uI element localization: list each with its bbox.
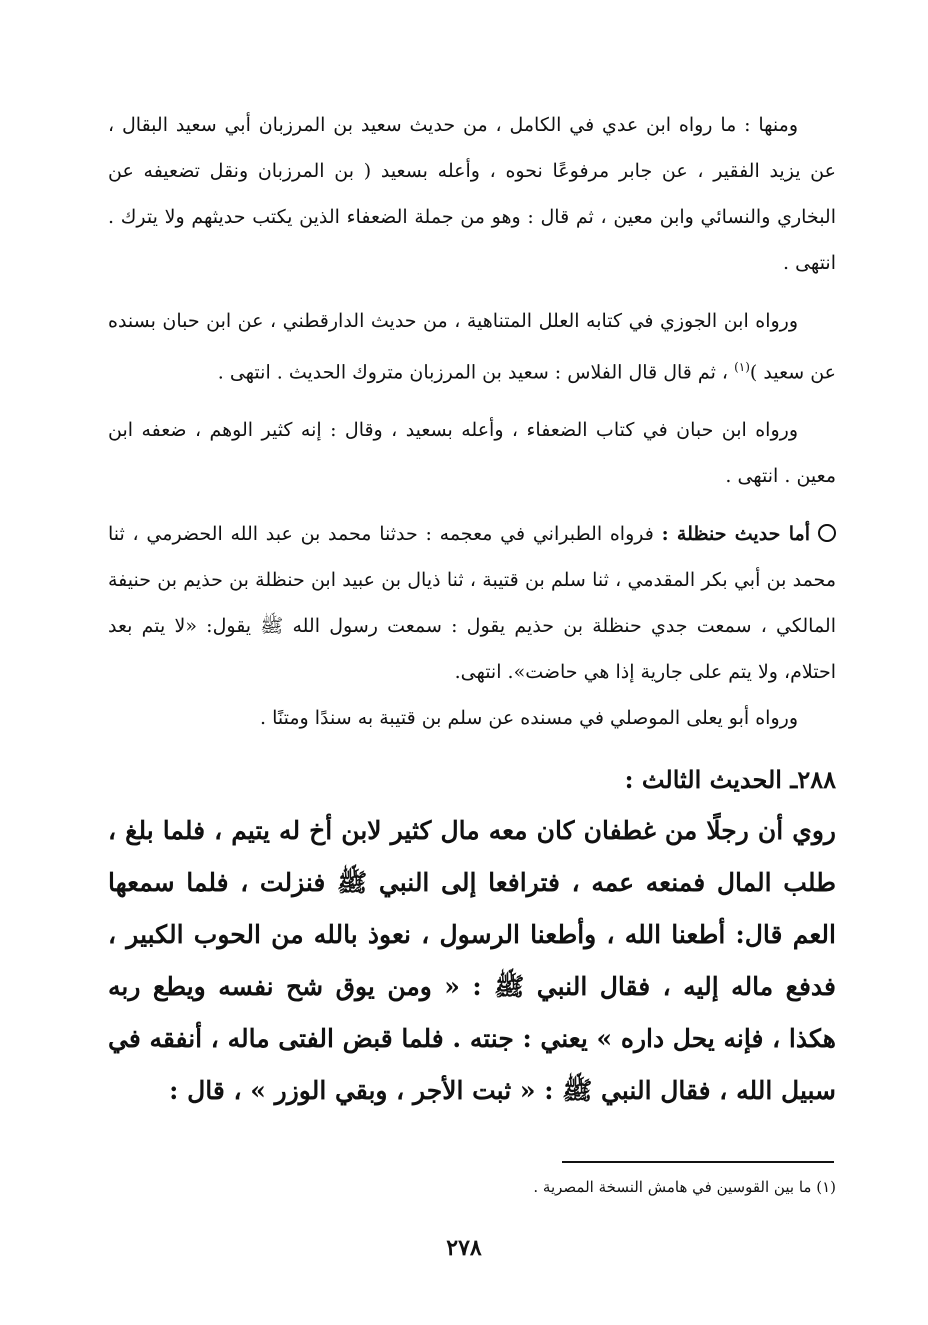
paragraph-abu-yala — [108, 695, 836, 741]
footnote-reference: (١) — [734, 360, 750, 374]
paragraph-ibn-al-jawzi — [108, 298, 836, 395]
main-text — [108, 102, 836, 1117]
footnote-text: ما بين القوسين في هامش النسخة المصرية . — [533, 1178, 812, 1196]
footnote — [108, 1175, 836, 1199]
footnote-divider — [562, 1161, 834, 1163]
paragraph-gap — [108, 286, 836, 298]
section-gap — [108, 741, 836, 755]
paragraph-gap — [108, 395, 836, 407]
paragraph-text: ورواه أبو يعلى الموصلي في مسنده عن سلم بن قتيبة به سندًا ومتنًا . — [260, 707, 798, 730]
paragraph-ibn-hibban — [108, 407, 836, 499]
paragraph-gap — [108, 499, 836, 511]
paragraph-text: ورواه ابن الجوزي في كتابه العلل المتناهية ، من حديث الدارقطني ، عن ابن حبان بسنده عن سعيد ) — [108, 310, 836, 384]
section-lead: أما حديث حنظلة : — [661, 523, 810, 546]
paragraph-text: فرواه الطبراني في معجمه : حدثنا محمد بن عبد الله الحضرمي ، ثنا محمد بن أبي بكر المقدمي ، ثنا سلم بن قتيبة ، ثنا ذيال بن عبيد ابن حنظلة بن حذيم بن حنيفة المالكي ، سمعت جدي حنظلة بن حذيم يقول : سمعت رسول الله ﷺ يقول: «لا يتم بعد احتلام، ولا يتم على جارية إذا هي حاضت». انتهى. — [108, 523, 836, 684]
paragraph-text-continued: ، ثم قال قال الفلاس : سعيد بن المرزبان متروك الحديث . انتهى . — [217, 361, 735, 384]
hadith-body: روي أن رجلًا من غطفان كان معه مال كثير لابن أخ له يتيم ، فلما بلغ ، طلب المال فمنعه عمه ، فترافعا إلى النبي ﷺ فنزلت ، فلما سمعها العم قال: أطعنا الله ، وأطعنا الرسول ، نعوذ بالله من الحوب الكبير ، فدفع ماله إليه ، فقال النبي ﷺ : « ومن يوق شح نفسه ويطع ربه هكذا ، فإنه يحل داره » يعني : جنته . فلما قبض الفتى ماله ، أنفقه في سبيل الله ، فقال النبي ﷺ : « ثبت الأجر ، وبقي الوزر » ، قال : — [108, 816, 836, 1106]
hadith-text — [108, 805, 836, 1117]
paragraph-ibn-adi — [108, 102, 836, 286]
paragraph-text: ومنها : ما رواه ابن عدي في الكامل ، من حديث سعيد بن المرزبان أبي سعيد البقال ، عن يزيد الفقير ، عن جابر مرفوعًا نحوه ، وأعله بسعيد ( بن المرزبان ونقل تضعيفه عن البخاري والنسائي وابن معين ، ثم قال : وهو من جملة الضعفاء الذين يكتب حديثهم ولا يترك . انتهى . — [108, 114, 836, 274]
page-number: ٢٧٨ — [446, 1235, 482, 1261]
footnote-marker: (١) — [816, 1178, 836, 1196]
paragraph-text: ورواه ابن حبان في كتاب الضعفاء ، وأعله بسعيد ، وقال : إنه كثير الوهم ، ضعفه ابن معين . انتهى . — [108, 419, 836, 488]
paragraph-hanzala — [108, 511, 836, 695]
hadith-heading: ٢٨٨ـ الحديث الثالث : — [624, 765, 836, 795]
circle-bullet-icon — [818, 524, 836, 542]
